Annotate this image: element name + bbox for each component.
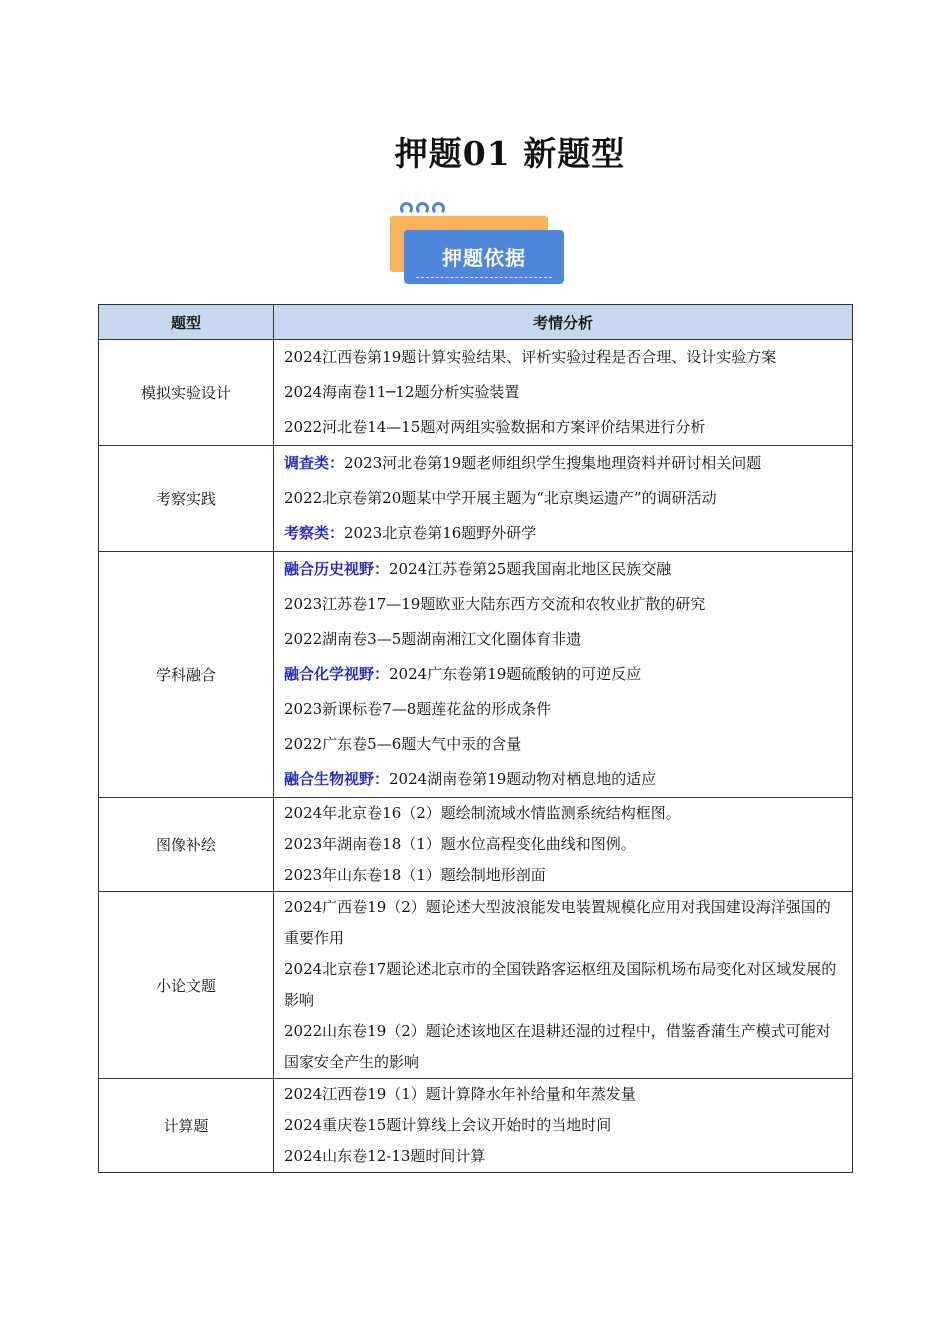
header-analysis: 考情分析 <box>274 305 853 340</box>
content-line <box>284 657 844 692</box>
line-tag: 融合历史视野： <box>284 560 390 578</box>
row-type: 小论文题 <box>99 892 274 1079</box>
line-text: 2024江苏卷第25题我国南北地区民族交融 <box>389 560 672 578</box>
row-content <box>274 552 853 798</box>
row-content <box>274 1079 853 1173</box>
line-tag: 融合化学视野： <box>284 665 390 683</box>
row-content <box>274 798 853 892</box>
content-line <box>284 829 844 860</box>
line-text: 2024海南卷11─12题分析实验装置 <box>284 383 520 401</box>
badge-label: 押题依据 <box>442 246 526 270</box>
table-row <box>99 1079 853 1173</box>
content-line <box>284 1110 844 1141</box>
content-paragraph <box>284 954 844 1016</box>
content-line <box>284 860 844 891</box>
line-text: 2024北京卷17题论述北京市的全国铁路客运枢纽及国际机场布局变化对区域发展的影响 <box>284 960 837 1009</box>
row-type: 考察实践 <box>99 446 274 552</box>
row-content <box>274 892 853 1079</box>
line-text: 2024广东卷第19题硫酸钠的可逆反应 <box>389 665 642 683</box>
section-badge <box>386 200 570 292</box>
line-text: 2024江西卷第19题计算实验结果、评析实验过程是否合理、设计实验方案 <box>284 348 777 366</box>
line-text: 2023新课标卷7—8题莲花盆的形成条件 <box>284 700 552 718</box>
table-row <box>99 446 853 552</box>
line-text: 2024江西卷19（1）题计算降水年补给量和年蒸发量 <box>284 1085 636 1103</box>
line-tag: 融合生物视野： <box>284 770 390 788</box>
line-text: 2022北京卷第20题某中学开展主题为“北京奥运遗产”的调研活动 <box>284 489 717 507</box>
line-text: 2022河北卷14—15题对两组实验数据和方案评价结果进行分析 <box>284 418 706 436</box>
table-row <box>99 892 853 1079</box>
content-paragraph <box>284 1016 844 1078</box>
content-line <box>284 375 844 410</box>
content-line <box>284 762 844 797</box>
line-text: 2023年山东卷18（1）题绘制地形剖面 <box>284 866 546 884</box>
line-text: 2024湖南卷第19题动物对栖息地的适应 <box>389 770 657 788</box>
content-line <box>284 587 844 622</box>
line-tag: 调查类： <box>284 454 345 472</box>
content-line <box>284 692 844 727</box>
line-text: 2023年湖南卷18（1）题水位高程变化曲线和图例。 <box>284 835 636 853</box>
row-type: 模拟实验设计 <box>99 340 274 446</box>
page-title: 押题01 新题型 <box>394 134 626 173</box>
content-line <box>284 622 844 657</box>
content-line <box>284 516 844 551</box>
table-row <box>99 552 853 798</box>
content-line <box>284 552 844 587</box>
ring-icon <box>432 202 445 215</box>
ring-icon <box>400 202 413 215</box>
line-text: 2022广东卷5—6题大气中汞的含量 <box>284 735 522 753</box>
content-line <box>284 1141 844 1172</box>
content-line <box>284 446 844 481</box>
content-line <box>284 1079 844 1110</box>
content-line <box>284 727 844 762</box>
content-line <box>284 798 844 829</box>
content-line <box>284 481 844 516</box>
line-text: 2022山东卷19（2）题论述该地区在退耕还湿的过程中，借鉴香蒲生产模式可能对国家安全产生的影响 <box>284 1022 831 1071</box>
line-text: 2024山东卷12-13题时间计算 <box>284 1147 486 1165</box>
header-type: 题型 <box>99 305 274 340</box>
line-text: 2023江苏卷17—19题欧亚大陆东西方交流和农牧业扩散的研究 <box>284 595 706 613</box>
line-tag: 考察类： <box>284 524 345 542</box>
badge-front-card <box>404 230 564 284</box>
line-text: 2024广西卷19（2）题论述大型波浪能发电装置规模化应用对我国建设海洋强国的重要作用 <box>284 898 831 947</box>
row-content <box>274 340 853 446</box>
ring-icon <box>416 202 429 215</box>
table-header-row <box>99 305 853 340</box>
row-content <box>274 446 853 552</box>
analysis-table-wrapper <box>98 304 852 1173</box>
row-type: 图像补绘 <box>99 798 274 892</box>
content-paragraph <box>284 892 844 954</box>
table-row <box>99 798 853 892</box>
content-line <box>284 410 844 445</box>
line-text: 2024重庆卷15题计算线上会议开始时的当地时间 <box>284 1116 612 1134</box>
content-line <box>284 340 844 375</box>
line-text: 2022湖南卷3—5题湖南湘江文化圈体育非遗 <box>284 630 582 648</box>
row-type: 计算题 <box>99 1079 274 1173</box>
table-row <box>99 340 853 446</box>
analysis-table <box>98 304 853 1173</box>
line-text: 2024年北京卷16（2）题绘制流域水情监测系统结构框图。 <box>284 804 681 822</box>
badge-dashed-line <box>416 277 552 278</box>
row-type: 学科融合 <box>99 552 274 798</box>
line-text: 2023北京卷第16题野外研学 <box>344 524 537 542</box>
badge-rings <box>400 202 445 222</box>
line-text: 2023河北卷第19题老师组织学生搜集地理资料并研讨相关问题 <box>344 454 762 472</box>
